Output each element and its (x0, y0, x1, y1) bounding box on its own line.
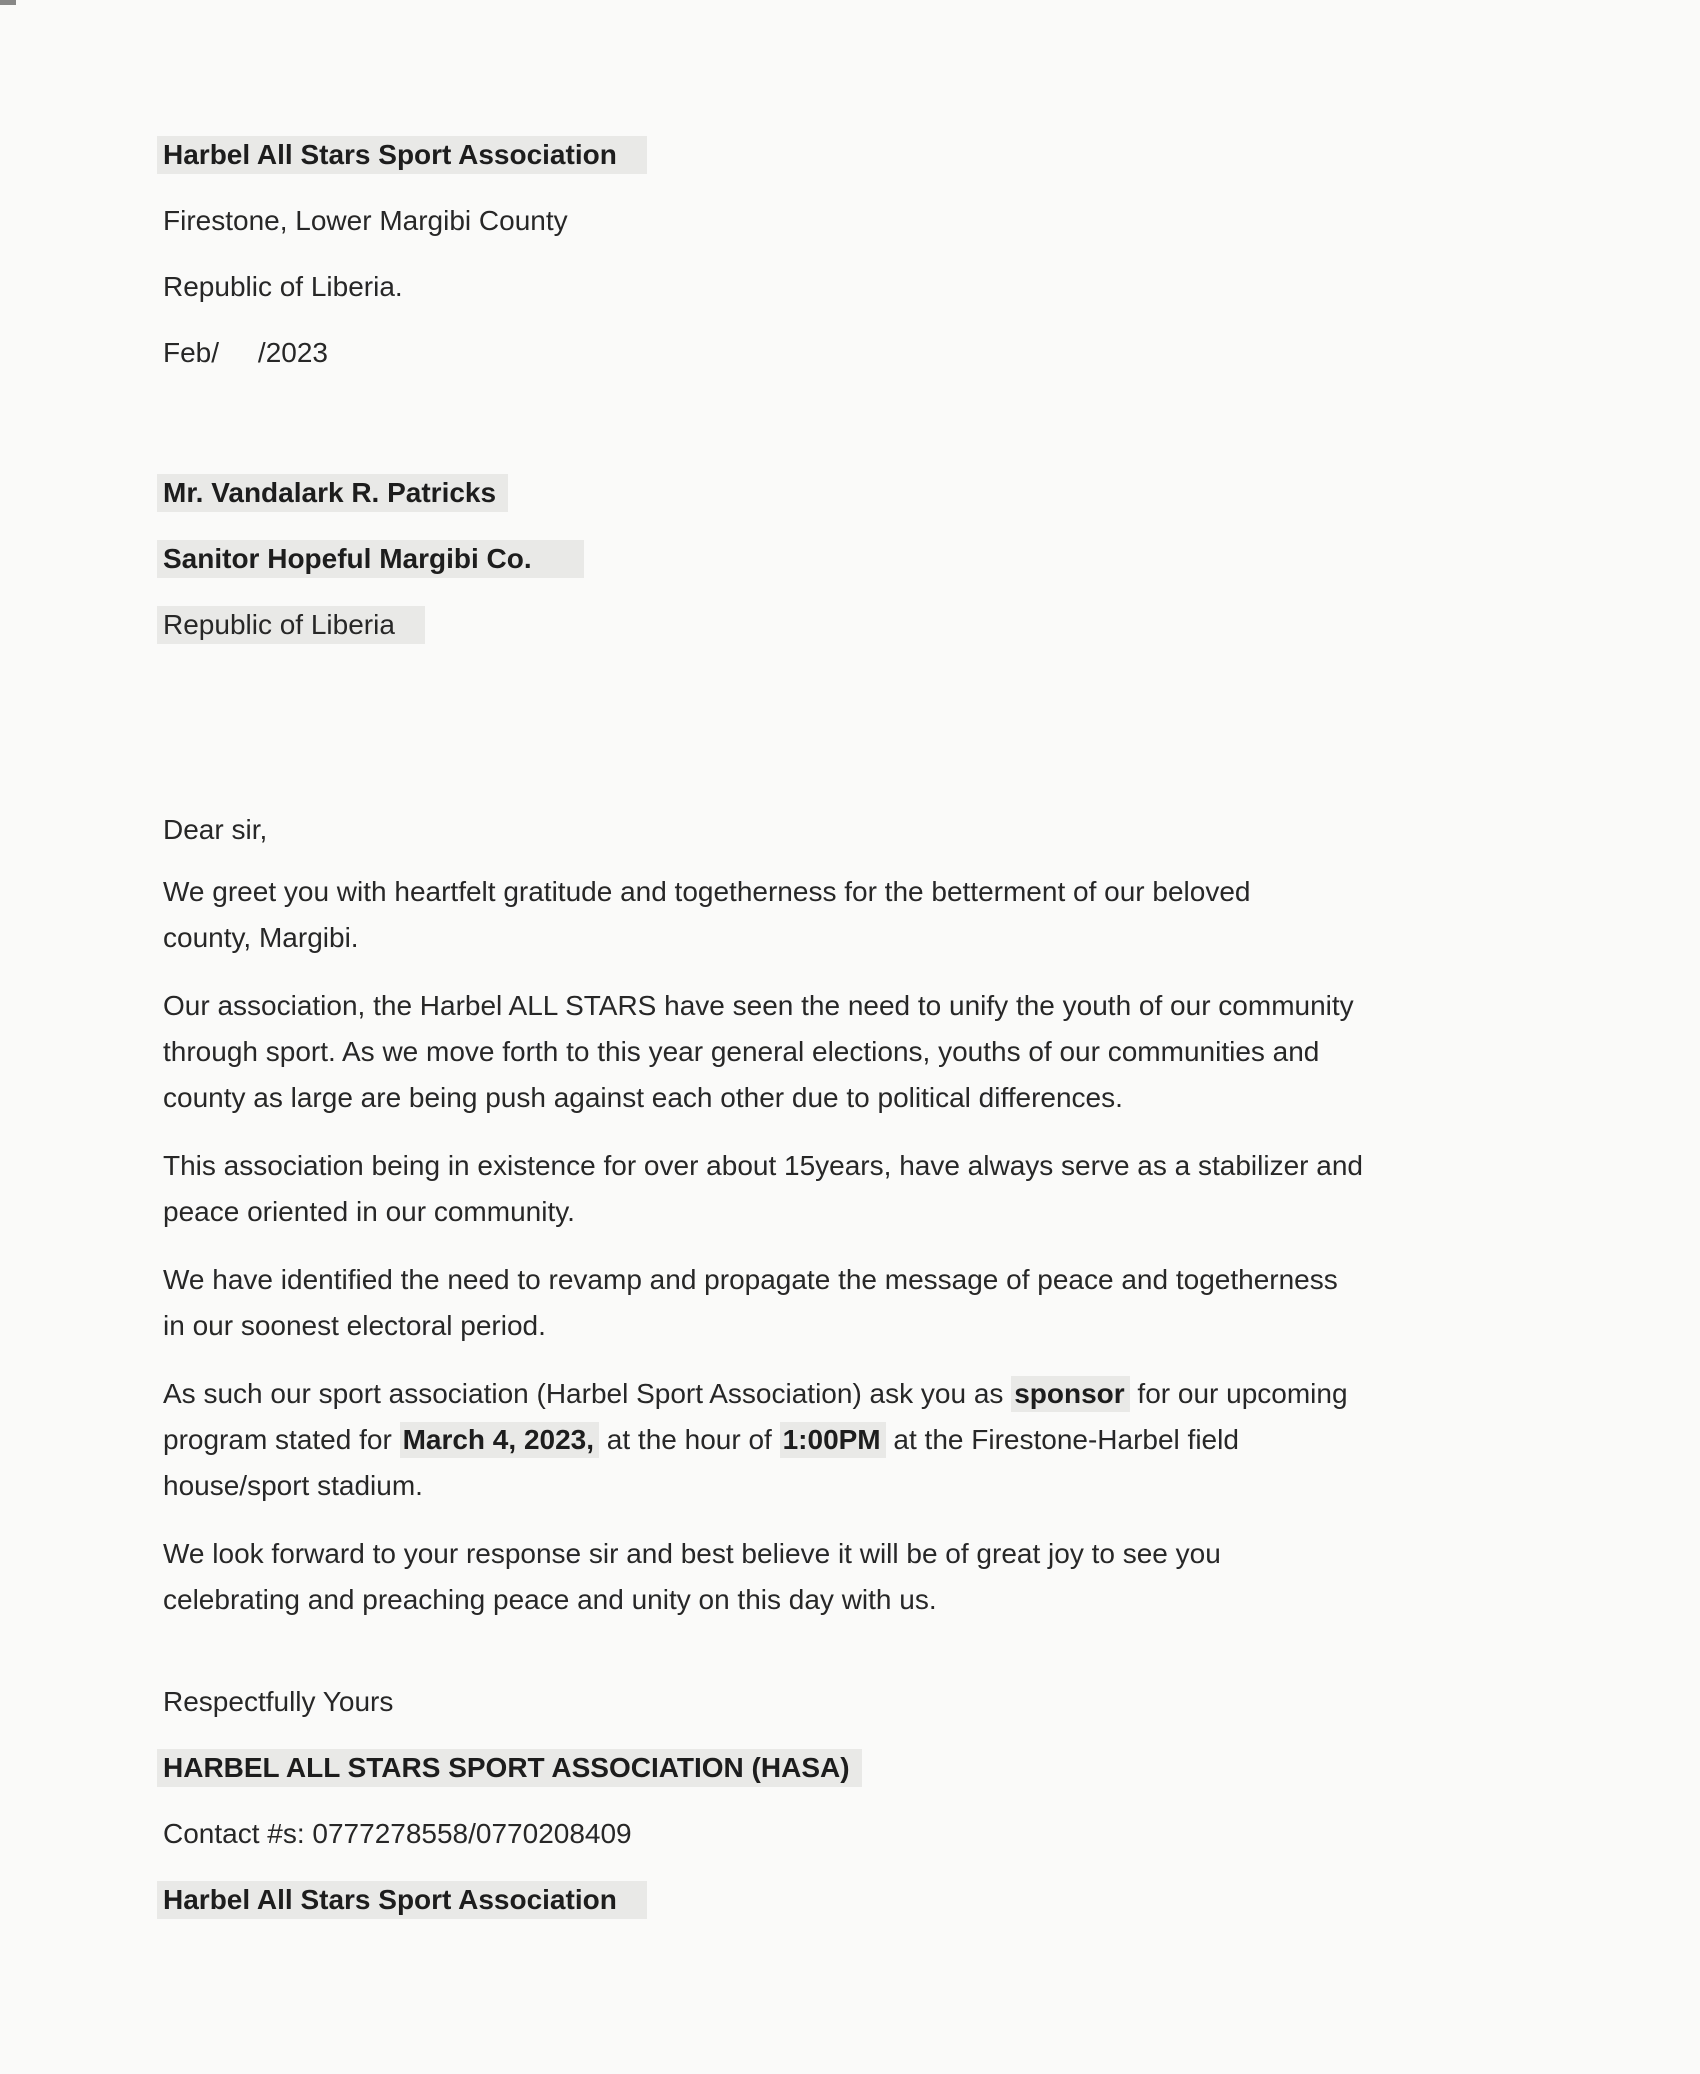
body-text-segment: at the hour of (599, 1424, 780, 1455)
recipient-title (163, 544, 1633, 573)
body-text-segment: program stated for (163, 1424, 400, 1455)
sender-org-text: Harbel All Stars Sport Association (157, 136, 647, 174)
body-text-segment: This association being in existence for over about 15years, have always serve as a stabilizer and (163, 1150, 1363, 1181)
paragraph-line (163, 1371, 1633, 1417)
paragraph-line (163, 1189, 1633, 1235)
paragraph-line (163, 983, 1633, 1029)
paragraph (163, 1371, 1633, 1509)
sender-address: Firestone, Lower Margibi County (163, 205, 568, 236)
closing-block (163, 1687, 1633, 1914)
body-text-segment: sponsor (1011, 1376, 1129, 1412)
paragraph (163, 983, 1633, 1121)
recipient-name (163, 478, 1633, 507)
body-text-segment: peace oriented in our community. (163, 1196, 575, 1227)
body-text-segment: We look forward to your response sir and best believe it will be of great joy to see you (163, 1538, 1221, 1569)
paragraph-line (163, 1029, 1633, 1075)
footer-org (163, 1885, 1633, 1914)
body-text-segment: in our soonest electoral period. (163, 1310, 546, 1341)
paragraph-line (163, 1577, 1633, 1623)
body-text-segment: We have identified the need to revamp and propagate the message of peace and togetherness (163, 1264, 1338, 1295)
contact-numbers: Contact #s: 0777278558/0770208409 (163, 1818, 632, 1849)
recipient-block (163, 478, 1633, 639)
body-text-segment: As such our sport association (Harbel Sport Association) ask you as (163, 1378, 1012, 1409)
paragraph-line (163, 1075, 1633, 1121)
paragraph-line (163, 1531, 1633, 1577)
recipient-country (163, 610, 1633, 639)
body-text-segment: We greet you with heartfelt gratitude and togetherness for the betterment of our beloved (163, 876, 1251, 907)
body-text-segment: March 4, 2023, (400, 1422, 599, 1458)
paragraph-line (163, 1417, 1633, 1463)
paragraph-line (163, 1303, 1633, 1349)
paragraph-line (163, 1257, 1633, 1303)
body-text-segment: at the Firestone-Harbel field (885, 1424, 1239, 1455)
body-text-segment: for our upcoming (1129, 1378, 1348, 1409)
footer-org-text: Harbel All Stars Sport Association (157, 1881, 647, 1919)
recipient-title-text: Sanitor Hopeful Margibi Co. (157, 540, 584, 578)
body-text-segment: Our association, the Harbel ALL STARS have seen the need to unify the youth of our community (163, 990, 1354, 1021)
paragraph (163, 869, 1633, 961)
body-text-segment: house/sport stadium. (163, 1470, 423, 1501)
body-text-segment: celebrating and preaching peace and unity on this day with us. (163, 1584, 937, 1615)
recipient-country-text: Republic of Liberia (157, 606, 425, 644)
paragraph-line (163, 1143, 1633, 1189)
signature-org (163, 1753, 1633, 1782)
signature-org-text: HARBEL ALL STARS SPORT ASSOCIATION (HASA) (157, 1749, 862, 1787)
paragraph-line (163, 915, 1633, 961)
valediction: Respectfully Yours (163, 1686, 394, 1717)
sender-block (163, 140, 1633, 367)
sender-country: Republic of Liberia. (163, 271, 403, 302)
paragraph (163, 1531, 1633, 1623)
body-text-segment: county, Margibi. (163, 922, 359, 953)
paragraph-line (163, 869, 1633, 915)
body-text-segment: 1:00PM (780, 1422, 886, 1458)
recipient-name-text: Mr. Vandalark R. Patricks (157, 474, 508, 512)
letter-content (163, 140, 1633, 1951)
paragraph (163, 1143, 1633, 1235)
scan-edge-artifact (0, 0, 4, 2074)
date-line: Feb/ /2023 (163, 337, 328, 368)
paragraph (163, 1257, 1633, 1349)
salutation: Dear sir, (163, 814, 268, 845)
letter-body (163, 869, 1633, 1623)
body-text-segment: through sport. As we move forth to this year general elections, youths of our communities and (163, 1036, 1320, 1067)
body-text-segment: county as large are being push against each other due to political differences. (163, 1082, 1123, 1113)
paragraph-line (163, 1463, 1633, 1509)
sender-org (163, 140, 1633, 169)
